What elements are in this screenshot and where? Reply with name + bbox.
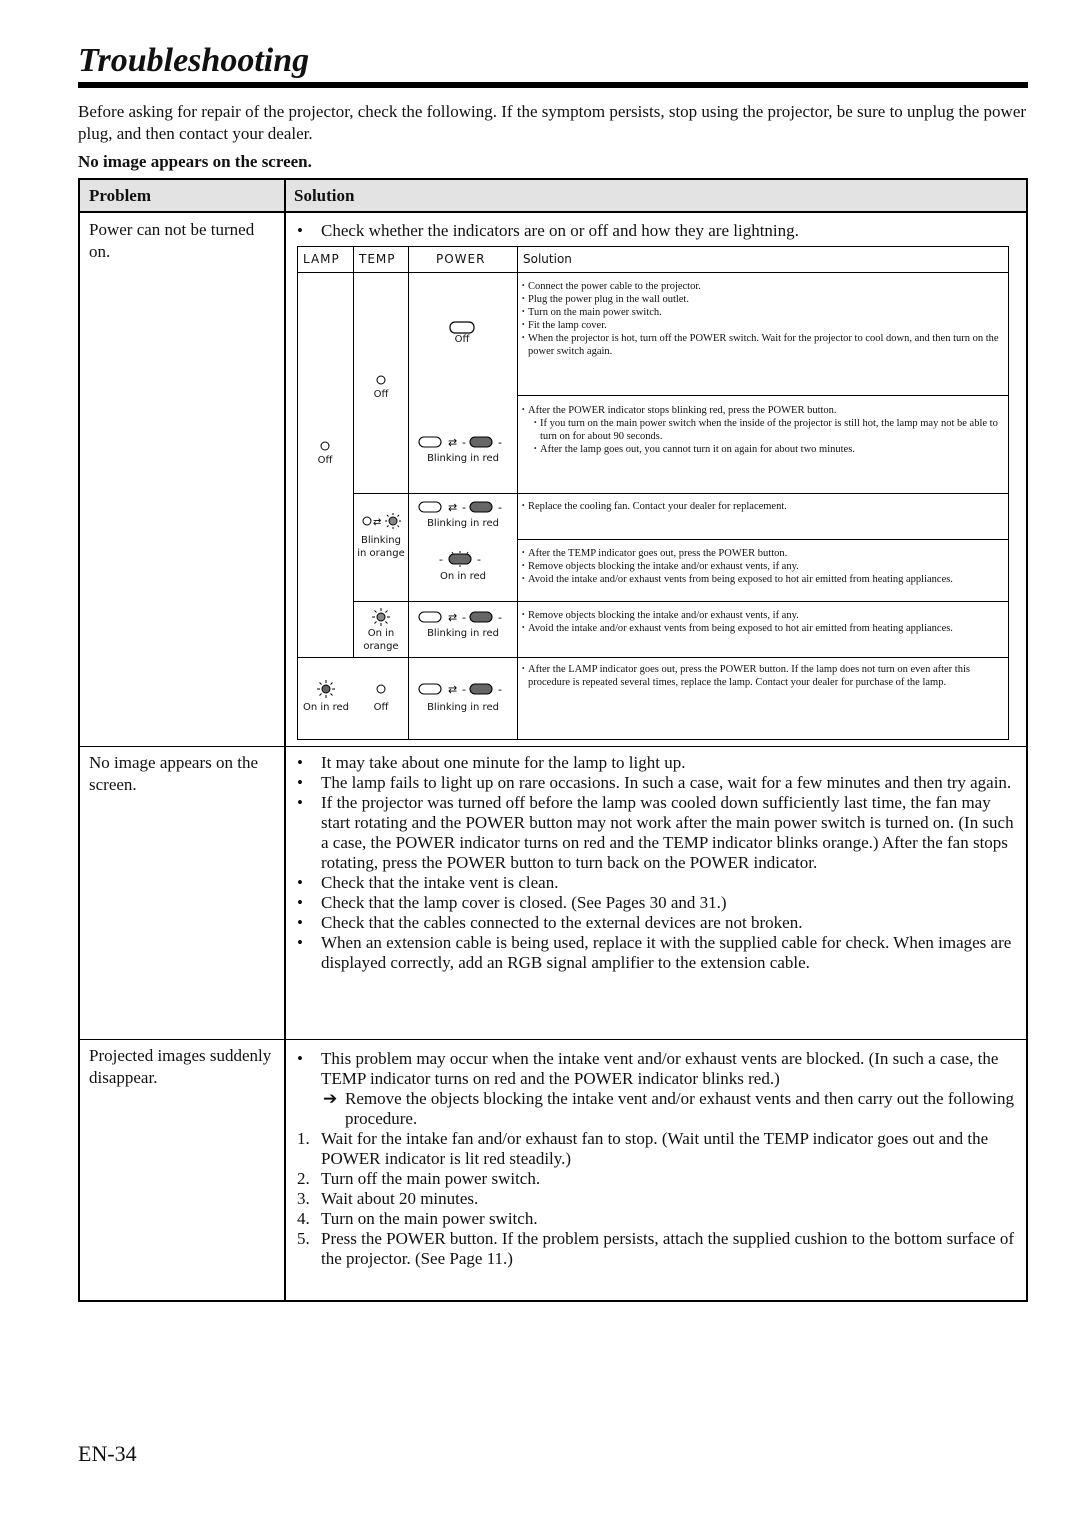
bullet: • [297,933,303,952]
solution-header: Solution [294,186,355,205]
bullet: • [297,753,303,772]
row-divider [80,746,1026,747]
temp-led-off-icon [376,684,386,694]
step-text: Wait for the intake fan and/or exhaust fan to stop. (Wait until the TEMP indicator goes out and the POWER indicator is lit red steadily.) [321,1129,989,1168]
temp-led-off-icon [376,375,386,385]
note-power-blinking [518,404,1008,456]
bullet: ・ [518,405,529,416]
step-number: 5. [297,1229,310,1248]
svg-text:-: - [498,683,502,696]
step-number: 2. [297,1169,310,1188]
bullet: • [297,893,303,912]
note-text: Plug the power plug in the wall outlet. [528,294,689,305]
problem-no-image: No image appears on the screen. [89,753,258,794]
power-blinking-red-icon [418,499,510,515]
label-on-in-red: On in red [302,702,350,713]
temp-on-orange-icon [371,607,391,627]
note-text: Fit the lamp cover. [528,320,607,331]
solution-item: When an extension cable is being used, replace it with the supplied cable for check. When images are displayed correctly, add an RGB signal amplifier to the extension cable. [321,933,1012,972]
label-off: Off [373,389,389,400]
grid-line [353,247,354,272]
header-lamp: LAMP [303,252,340,266]
step-number: 1. [297,1129,310,1148]
lamp-on-red-icon [316,679,336,699]
bullet: • [297,913,303,932]
svg-text:-: - [498,611,502,624]
label-in-orange: in orange [357,548,405,559]
solution-lead: Check whether the indicators are on or off and how they are lightning. [321,221,799,240]
grid-line [353,272,354,657]
grid-line [353,493,1008,494]
bullet: • [297,873,303,892]
bullet: ・ [518,561,529,572]
problem-power: Power can not be turned on. [89,220,255,261]
svg-text:⇄: ⇄ [448,611,458,624]
power-on-red-icon [438,551,488,567]
note-text: Remove objects blocking the intake and/or exhaust vents, if any. [528,561,799,572]
bullet: ・ [518,320,529,331]
label-off: Off [317,455,333,466]
solution-item: It may take about one minute for the lamp to light up. [321,753,686,772]
bullet: • [297,793,303,812]
bullet: ・ [518,501,529,512]
grid-line [517,395,1008,396]
note-text: Avoid the intake and/or exhaust vents from being exposed to hot air emitted from heating appliances. [528,574,953,585]
svg-text:-: - [462,683,466,696]
power-led-off-icon [449,321,475,335]
svg-text:-: - [498,436,502,449]
bullet: • [297,1049,303,1068]
note-text: After the lamp goes out, you cannot turn it on again for about two minutes. [540,444,855,455]
solution-power [293,221,1018,241]
bullet: ・ [518,664,529,675]
svg-text:-: - [498,501,502,514]
note-text: After the POWER indicator stops blinking red, press the POWER button. [528,405,837,416]
page-title: Troubleshooting [78,42,310,79]
note-text: If you turn on the main power switch when the inside of the projector is still hot, the lamp may not be able to turn on for about 90 seconds. [540,418,998,442]
note-text: Turn on the main power switch. [528,307,662,318]
svg-text:-: - [462,501,466,514]
grid-line [353,601,1008,602]
bullet: ・ [518,281,529,292]
step-text: Turn on the main power switch. [321,1209,538,1228]
svg-text:-: - [462,611,466,624]
svg-text:-: - [462,436,466,449]
power-blinking-red-icon [418,434,510,450]
bullet: • [297,773,303,792]
header-solution: Solution [523,252,572,266]
bullet: ・ [530,418,541,429]
header-temp: TEMP [359,252,396,266]
solution-no-image [293,753,1018,973]
step-text: Wait about 20 minutes. [321,1189,479,1208]
note-text: Remove objects blocking the intake and/or exhaust vents, if any. [528,610,799,621]
grid-line [298,657,1008,658]
svg-text:⇄: ⇄ [448,436,458,449]
problem-header: Problem [89,186,152,205]
indicator-header-rule [298,272,1008,273]
section-heading: No image appears on the screen. [78,152,312,171]
solution-item: Remove the objects blocking the intake vent and/or exhaust vents and then carry out the following procedure. [345,1089,1014,1128]
solution-item: This problem may occur when the intake vent and/or exhaust vents are blocked. (In such a case, the TEMP indicator turns on red and the POWER indicator blinks red.) [321,1049,999,1088]
svg-text:⇄: ⇄ [448,683,458,696]
solution-item: Check that the lamp cover is closed. (See Pages 30 and 31.) [321,893,727,912]
solution-images-disappear [293,1049,1018,1269]
problem-images-disappear: Projected images suddenly disappear. [89,1046,272,1087]
note-text: Avoid the intake and/or exhaust vents from being exposed to hot air emitted from heating appliances. [528,623,953,634]
note-text: Connect the power cable to the projector. [528,281,701,292]
note-temp-blinking [518,547,1008,586]
label-orange: orange [363,641,399,652]
bullet: ・ [518,548,529,559]
bullet: ・ [518,333,529,344]
svg-text:-: - [439,553,443,566]
note-cooling-fan [518,500,1008,513]
solution-item: If the projector was turned off before the lamp was cooled down sufficiently last time, the fan may start rotating and the POWER button may not work after the main power switch is turned on. (In such a case, the POWER indicator turns on red and the TEMP indicator blinks orange.) After the fan stops rotating, press the POWER button to turn back on the POWER indicator. [321,793,1014,872]
note-text: After the LAMP indicator goes out, press the POWER button. If the lamp does not turn on even after this procedure is repeated several times, replace the lamp. Contact your dealer for purchase of the lamp. [528,664,970,688]
svg-text:⇄: ⇄ [373,517,382,528]
svg-text:-: - [477,553,481,566]
solution-item: The lamp fails to light up on rare occasions. In such a case, wait for a few minutes and then try again. [321,773,1012,792]
table-header [80,180,1026,213]
lamp-led-off-icon [320,441,330,451]
bullet: • [297,221,303,240]
bullet: ・ [518,610,529,621]
intro-text: Before asking for repair of the projector, check the following. If the symptom persists, stop using the projector, be sure to unplug the power plug, and then contact your dealer. [78,102,1027,143]
step-text: Turn off the main power switch. [321,1169,541,1188]
indicator-table [297,246,1009,740]
power-blinking-red-icon [418,609,510,625]
step-text: Press the POWER button. If the problem persists, attach the supplied cushion to the bottom surface of the projector. (See Page 11.) [321,1229,1015,1268]
label-on-red: On in red [439,571,487,582]
title-rule [78,82,1028,88]
bullet: ・ [518,574,529,585]
label-blinking: Blinking [360,535,401,546]
step-number: 4. [297,1209,310,1228]
bullet: ・ [518,623,529,634]
solution-item: Check that the intake vent is clean. [321,873,559,892]
svg-text:⇄: ⇄ [448,501,458,514]
row-divider [80,1039,1026,1040]
label-on-in: On in [367,628,395,639]
note-lamp-on [518,663,1008,689]
note-text: Replace the cooling fan. Contact your dealer for replacement. [528,501,787,512]
label-blinking-red: Blinking in red [427,518,499,529]
header-power: POWER [436,252,486,266]
step-number: 3. [297,1189,310,1208]
troubleshooting-table [78,178,1028,1302]
bullet: ・ [518,294,529,305]
note-text: After the TEMP indicator goes out, press the POWER button. [528,548,788,559]
label-blinking-red: Blinking in red [427,628,499,639]
label-off: Off [454,334,470,345]
arrow-icon: ➔ [323,1089,338,1108]
label-blinking-red: Blinking in red [427,453,499,464]
temp-blinking-orange-icon [361,512,405,530]
column-divider [284,180,286,1300]
label-off: Off [373,702,389,713]
note-power-off [518,280,1008,358]
solution-item: Check that the cables connected to the external devices are not broken. [321,913,803,932]
note-text: When the projector is hot, turn off the POWER switch. Wait for the projector to cool down, and then turn on the power switch again. [528,333,999,357]
label-blinking-red: Blinking in red [427,702,499,713]
page-number: EN-34 [78,1441,137,1466]
note-temp-on [518,609,1008,635]
grid-line [517,539,1008,540]
bullet: ・ [518,307,529,318]
power-blinking-red-icon [418,681,510,697]
bullet: ・ [530,444,541,455]
